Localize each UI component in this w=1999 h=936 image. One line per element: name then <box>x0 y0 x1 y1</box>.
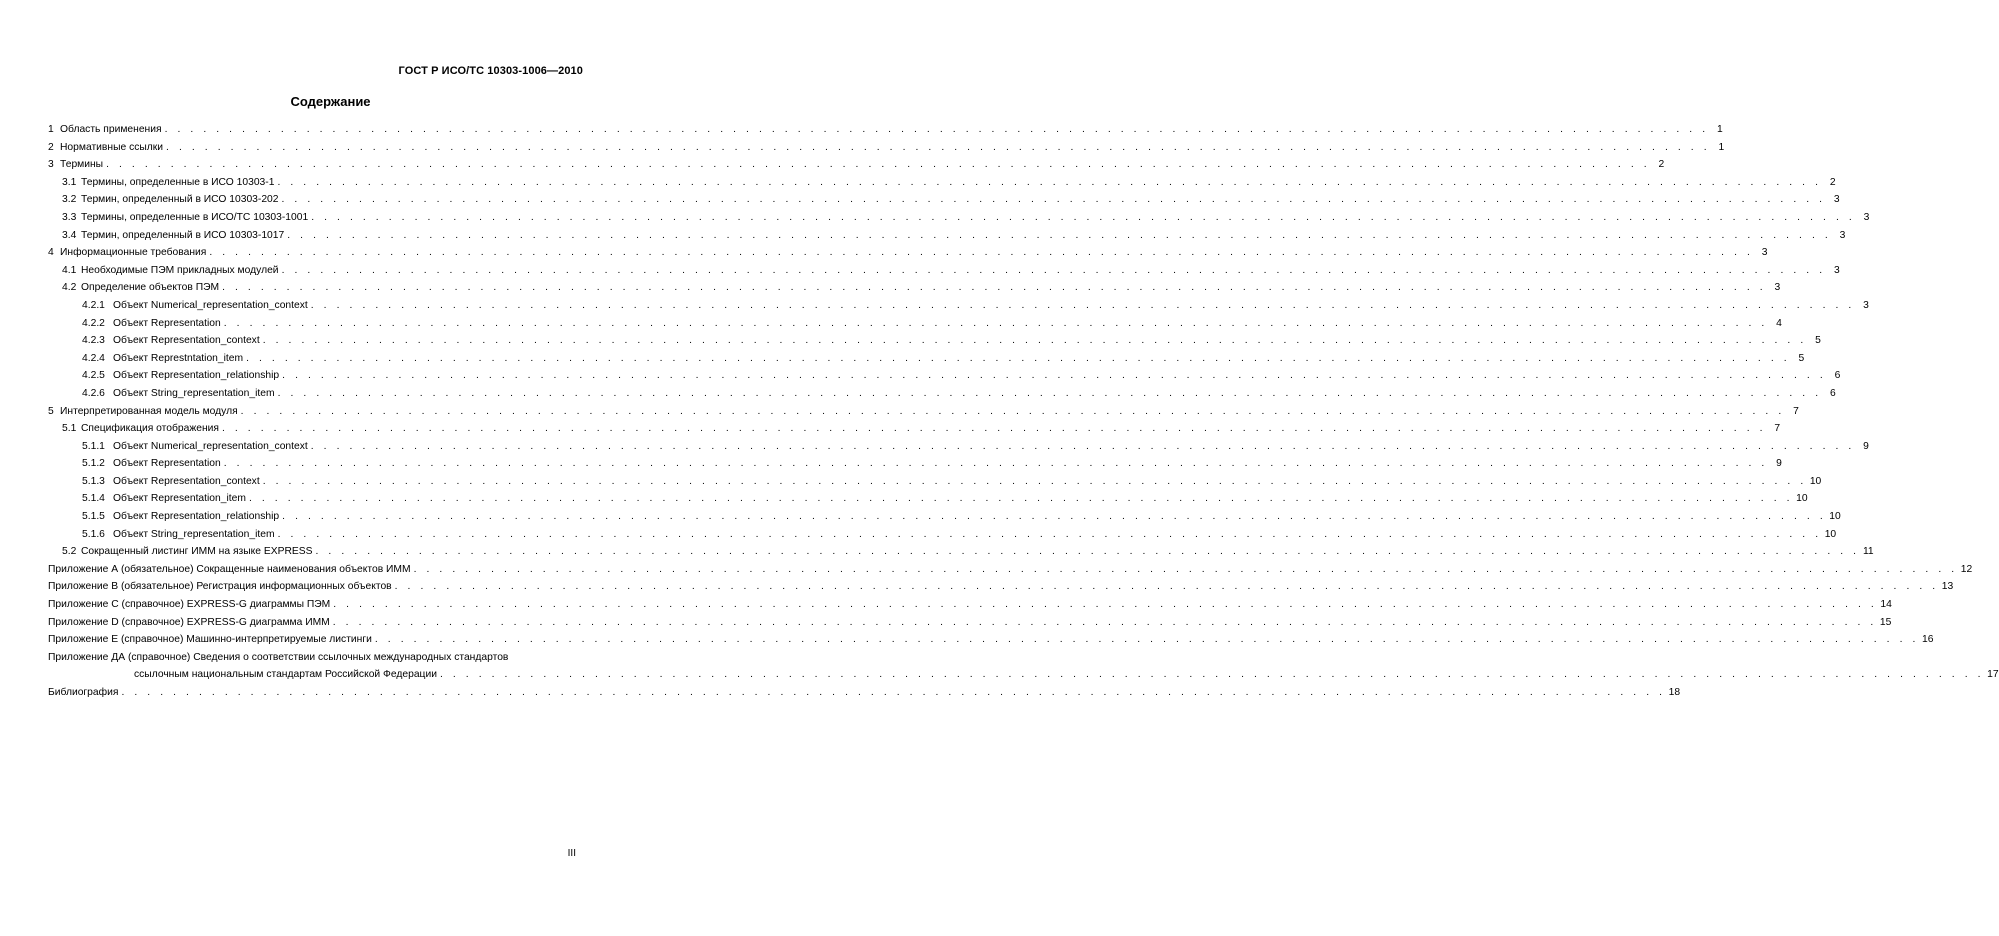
toc-entry[interactable] <box>48 209 1870 227</box>
toc-entry-title: Объект Representation_context <box>113 475 260 487</box>
dot-leader: . . . . . . . . . . . . . . . . . . . . . . . . . . . . . . . . . . . . . . . . . . . . . . . . . . . . . . . . . . . . . . . . . . . . . . . . . . . . . . . . . . . . . . . . . . . . . . . . . . . . . . . . . . . . . . . . . . . . . . . . <box>394 581 1939 593</box>
page-number: III <box>567 848 576 859</box>
toc-entry[interactable] <box>48 631 1934 649</box>
dot-leader: . . . . . . . . . . . . . . . . . . . . . . . . . . . . . . . . . . . . . . . . . . . . . . . . . . . . . . . . . . . . . . . . . . . . . . . . . . . . . . . . . . . . . . . . . . . . . . . . . . . . . . . . . . . . . . . . . . . . . . . . <box>262 335 1807 347</box>
toc-entry-page: 3 <box>1863 211 1870 223</box>
toc-entry-title: Объект Representation_item <box>113 493 246 505</box>
dot-leader: . . . . . . . . . . . . . . . . . . . . . . . . . . . . . . . . . . . . . . . . . . . . . . . . . . . . . . . . . . . . . . . . . . . . . . . . . . . . . . . . . . . . . . . . . . . . . . . . . . . . . . . . . . . . . . . . . . . . . . . . <box>106 159 1651 171</box>
dot-leader: . . . . . . . . . . . . . . . . . . . . . . . . . . . . . . . . . . . . . . . . . . . . . . . . . . . . . . . . . . . . . . . . . . . . . . . . . . . . . . . . . . . . . . . . . . . . . . . . . . . . . . . . . . . . . . . . . . . . . . . . <box>209 247 1754 259</box>
dot-leader: . . . . . . . . . . . . . . . . . . . . . . . . . . . . . . . . . . . . . . . . . . . . . . . . . . . . . . . . . . . . . . . . . . . . . . . . . . . . . . . . . . . . . . . . . . . . . . . . . . . . . . . . . . . . . . . . . . . . . . . . <box>374 634 1919 646</box>
toc-entry-number: 5.1.6 <box>82 528 105 540</box>
toc-entry-page: 16 <box>1922 634 1934 646</box>
toc-entry-number: 3 <box>48 159 54 171</box>
dot-leader: . . . . . . . . . . . . . . . . . . . . . . . . . . . . . . . . . . . . . . . . . . . . . . . . . . . . . . . . . . . . . . . . . . . . . . . . . . . . . . . . . . . . . . . . . . . . . . . . . . . . . . . . . . . . . . . . . . . . . . . . <box>413 563 1958 575</box>
toc-entry-title: Интерпретированная модель модуля <box>60 405 238 417</box>
toc-entry-number: 4.2.3 <box>82 335 105 347</box>
toc-entry-page: 4 <box>1776 317 1782 329</box>
toc-entry[interactable] <box>48 350 1805 368</box>
dot-leader: . . . . . . . . . . . . . . . . . . . . . . . . . . . . . . . . . . . . . . . . . . . . . . . . . . . . . . . . . . . . . . . . . . . . . . . . . . . . . . . . . . . . . . . . . . . . . . . . . . . . . . . . . . . . . . . . . . . . . . . . <box>240 405 1785 417</box>
toc-entry-title: Термины, определенные в ИСО 10303-1 <box>81 176 275 188</box>
dot-leader: . . . . . . . . . . . . . . . . . . . . . . . . . . . . . . . . . . . . . . . . . . . . . . . . . . . . . . . . . . . . . . . . . . . . . . . . . . . . . . . . . . . . . . . . . . . . . . . . . . . . . . . . . . . . . . . . . . . . . . . . <box>282 370 1827 382</box>
toc-entry-page: 3 <box>1774 282 1781 294</box>
dot-leader: . . . . . . . . . . . . . . . . . . . . . . . . . . . . . . . . . . . . . . . . . . . . . . . . . . . . . . . . . . . . . . . . . . . . . . . . . . . . . . . . . . . . . . . . . . . . . . . . . . . . . . . . . . . . . . . . . . . . . . . . <box>277 387 1822 399</box>
toc-entry-page: 2 <box>1658 159 1665 171</box>
toc-entry-page: 10 <box>1809 475 1822 487</box>
standard-code-header: ГОСТ Р ИСО/ТС 10303-1006—2010 <box>398 65 583 77</box>
toc-entry-number: 4.1 <box>62 264 77 276</box>
toc-entry-page: 3 <box>1833 264 1840 276</box>
toc-entry-number: 5.1.2 <box>82 458 105 470</box>
toc-entry-page: 14 <box>1880 599 1892 611</box>
toc-entry-title: ссылочным национальным стандартам Российской Федерации <box>134 669 437 681</box>
dot-leader: . . . . . . . . . . . . . . . . . . . . . . . . . . . . . . . . . . . . . . . . . . . . . . . . . . . . . . . . . . . . . . . . . . . . . . . . . . . . . . . . . . . . . . . . . . . . . . . . . . . . . . . . . . . . . . . . . . . . . . . . <box>221 423 1767 435</box>
toc-entry-title: Термин, определенный в ИСО 10303-1017 <box>81 229 285 241</box>
toc-entry[interactable] <box>48 385 1836 403</box>
toc-entry-page: 13 <box>1941 581 1954 593</box>
dot-leader: . . . . . . . . . . . . . . . . . . . . . . . . . . . . . . . . . . . . . . . . . . . . . . . . . . . . . . . . . . . . . . . . . . . . . . . . . . . . . . . . . . . . . . . . . . . . . . . . . . . . . . . . . . . . . . . . . . . . . . . . <box>248 493 1794 505</box>
toc-entry[interactable] <box>48 191 1840 209</box>
toc-entry-number: 5.1.1 <box>82 440 105 452</box>
toc-entry-number: 2 <box>48 141 54 153</box>
toc-entry-number: 5.1.4 <box>82 493 105 505</box>
toc-entry-page: 3 <box>1761 247 1768 259</box>
toc-entry-number: 4.2.1 <box>82 299 105 311</box>
toc-entry[interactable] <box>48 596 1892 614</box>
toc-entry-number: 3.2 <box>62 194 77 206</box>
toc-entry[interactable] <box>48 279 1781 297</box>
toc-entry[interactable] <box>48 438 1869 456</box>
toc-entry-title: Объект Represtntation_item <box>113 352 244 364</box>
toc-entry-page: 7 <box>1793 405 1799 417</box>
toc-entry-title: Термины, определенные в ИСО/ТС 10303-1001 <box>81 211 309 223</box>
toc-entry[interactable] <box>48 473 1822 491</box>
dot-leader: . . . . . . . . . . . . . . . . . . . . . . . . . . . . . . . . . . . . . . . . . . . . . . . . . . . . . . . . . . . . . . . . . . . . . . . . . . . . . . . . . . . . . . . . . . . . . . . . . . . . . . . . . . . . . . . . . . . . . . . . <box>262 475 1807 487</box>
toc-entry-title: Объект Numerical_representation_context <box>113 440 308 452</box>
toc-entry[interactable] <box>48 578 1954 596</box>
dot-leader: . . . . . . . . . . . . . . . . . . . . . . . . . . . . . . . . . . . . . . . . . . . . . . . . . . . . . . . . . . . . . . . . . . . . . . . . . . . . . . . . . . . . . . . . . . . . . . . . . . . . . . . . . . . . . . . . . . . . . . . . <box>439 669 1985 681</box>
dot-leader: . . . . . . . . . . . . . . . . . . . . . . . . . . . . . . . . . . . . . . . . . . . . . . . . . . . . . . . . . . . . . . . . . . . . . . . . . . . . . . . . . . . . . . . . . . . . . . . . . . . . . . . . . . . . . . . . . . . . . . . . <box>222 282 1767 294</box>
toc-entry-title: Область применения <box>60 124 162 135</box>
toc-entry[interactable] <box>48 614 1892 632</box>
toc-entry-title: Термин, определенный в ИСО 10303-202 <box>81 194 279 206</box>
toc-entry-title: Приложение Е (справочное) Машинно-интерпретируемые листинги <box>48 634 372 646</box>
toc-entry-title: Объект Representation_relationship <box>113 511 280 523</box>
toc-entry[interactable] <box>48 227 1846 245</box>
dot-leader: . . . . . . . . . . . . . . . . . . . . . . . . . . . . . . . . . . . . . . . . . . . . . . . . . . . . . . . . . . . . . . . . . . . . . . . . . . . . . . . . . . . . . . . . . . . . . . . . . . . . . . . . . . . . . . . . . . . . . . . . <box>311 211 1856 223</box>
toc-entry-title: Приложение ДА (справочное) Сведения о соответствии ссылочных международных стандартов <box>48 651 509 663</box>
dot-leader: . . . . . . . . . . . . . . . . . . . . . . . . . . . . . . . . . . . . . . . . . . . . . . . . . . . . . . . . . . . . . . . . . . . . . . . . . . . . . . . . . . . . . . . . . . . . . . . . . . . . . . . . . . . . . . . . . . . . . . . . <box>310 440 1855 452</box>
toc-entry-number: 4.2.5 <box>82 370 105 382</box>
toc-entry-number: 4.2.6 <box>82 387 105 399</box>
toc-entry-page: 17 <box>1987 669 1999 681</box>
dot-leader: . . . . . . . . . . . . . . . . . . . . . . . . . . . . . . . . . . . . . . . . . . . . . . . . . . . . . . . . . . . . . . . . . . . . . . . . . . . . . . . . . . . . . . . . . . . . . . . . . . . . . . . . . . . . . . . . . . . . . . . . <box>281 264 1826 276</box>
toc-entry[interactable] <box>48 174 1836 192</box>
toc-entry-title: Объект Representation_context <box>113 335 260 347</box>
toc-entry-title: Нормативные ссылки <box>60 141 164 153</box>
toc-entry-annex-da[interactable] <box>48 649 1999 684</box>
toc-entry-page: 3 <box>1839 229 1846 241</box>
toc-entry[interactable] <box>48 121 1723 139</box>
toc-entry-title: Приложение С (справочное) EXPRESS-G диаграммы ПЭМ <box>48 599 331 611</box>
toc-entry[interactable] <box>48 526 1837 544</box>
toc-entry-number: 3.3 <box>62 211 77 223</box>
dot-leader: . . . . . . . . . . . . . . . . . . . . . . . . . . . . . . . . . . . . . . . . . . . . . . . . . . . . . . . . . . . . . . . . . . . . . . . . . . . . . . . . . . . . . . . . . . . . . . . . . . . . . . . . . . . . . . . . . . . . . . . . <box>281 194 1826 206</box>
toc-entry-title: Определение объектов ПЭМ <box>81 282 220 294</box>
toc-entry-page: 2 <box>1829 176 1836 188</box>
dot-leader: . . . . . . . . . . . . . . . . . . . . . . . . . . . . . . . . . . . . . . . . . . . . . . . . . . . . . . . . . . . . . . . . . . . . . . . . . . . . . . . . . . . . . . . . . . . . . . . . . . . . . . . . . . . . . . . . . . . . . . . . <box>277 528 1822 540</box>
toc-entry-title: Приложение А (обязательное) Сокращенные наименования объектов ИММ <box>48 563 411 575</box>
toc-entry[interactable] <box>48 543 1874 561</box>
toc-entry-number: 4.2.4 <box>82 352 105 364</box>
toc-entry[interactable] <box>48 332 1821 350</box>
toc-entry-page: 9 <box>1776 458 1782 470</box>
toc-entry-page: 15 <box>1879 616 1892 628</box>
toc-entry-title: Объект String_representation_item <box>113 528 275 540</box>
dot-leader: . . . . . . . . . . . . . . . . . . . . . . . . . . . . . . . . . . . . . . . . . . . . . . . . . . . . . . . . . . . . . . . . . . . . . . . . . . . . . . . . . . . . . . . . . . . . . . . . . . . . . . . . . . . . . . . . . . . . . . . . <box>164 124 1709 135</box>
toc-entry[interactable] <box>48 561 1973 579</box>
toc-entry[interactable] <box>48 508 1841 526</box>
toc-entry-title: Объект Representation <box>113 458 221 470</box>
toc-entry[interactable] <box>48 244 1768 262</box>
toc-entry-title: Объект String_representation_item <box>113 387 275 399</box>
toc-entry-number: 4 <box>48 247 54 259</box>
toc-entry-page: 18 <box>1668 687 1681 698</box>
toc-entry-page: 7 <box>1774 423 1781 435</box>
toc-entry[interactable] <box>48 455 1782 473</box>
toc-entry-number: 1 <box>48 124 54 135</box>
toc-entry-page: 5 <box>1798 352 1805 364</box>
toc-entry-page: 5 <box>1815 335 1821 347</box>
toc-entry-title: Объект Representation_relationship <box>113 370 280 382</box>
toc-title: Содержание <box>290 94 371 109</box>
toc-entry-number: 4.2.2 <box>82 317 105 329</box>
toc-entry-title: Приложение D (справочное) EXPRESS-G диаграмма ИММ <box>48 616 330 628</box>
toc-entry-page: 10 <box>1829 511 1841 523</box>
toc-entry-title: Сокращенный листинг ИММ на языке EXPRESS <box>81 546 313 558</box>
toc-entry[interactable] <box>48 297 1869 315</box>
toc-entry-page: 9 <box>1863 440 1869 452</box>
toc-entry-title-continuation <box>48 666 1999 684</box>
toc-entry-page: 1 <box>1716 124 1723 135</box>
toc-entry[interactable] <box>48 262 1840 280</box>
dot-leader: . . . . . . . . . . . . . . . . . . . . . . . . . . . . . . . . . . . . . . . . . . . . . . . . . . . . . . . . . . . . . . . . . . . . . . . . . . . . . . . . . . . . . . . . . . . . . . . . . . . . . . . . . . . . . . . . . . . . . . . . <box>223 458 1768 470</box>
toc-entry-title: Приложение В (обязательное) Регистрация информационных объектов <box>48 581 392 593</box>
toc-entry-page: 3 <box>1863 299 1869 311</box>
toc-entry-number: 5 <box>48 405 54 417</box>
dot-leader: . . . . . . . . . . . . . . . . . . . . . . . . . . . . . . . . . . . . . . . . . . . . . . . . . . . . . . . . . . . . . . . . . . . . . . . . . . . . . . . . . . . . . . . . . . . . . . . . . . . . . . . . . . . . . . . . . . . . . . . . <box>121 687 1666 698</box>
dot-leader: . . . . . . . . . . . . . . . . . . . . . . . . . . . . . . . . . . . . . . . . . . . . . . . . . . . . . . . . . . . . . . . . . . . . . . . . . . . . . . . . . . . . . . . . . . . . . . . . . . . . . . . . . . . . . . . . . . . . . . . . <box>315 546 1860 558</box>
toc-entry-page: 3 <box>1833 194 1840 206</box>
toc-entry-number: 5.2 <box>62 546 77 558</box>
toc-entry[interactable] <box>48 315 1782 333</box>
toc-entry-title: Информационные требования <box>60 247 207 259</box>
dot-leader: . . . . . . . . . . . . . . . . . . . . . . . . . . . . . . . . . . . . . . . . . . . . . . . . . . . . . . . . . . . . . . . . . . . . . . . . . . . . . . . . . . . . . . . . . . . . . . . . . . . . . . . . . . . . . . . . . . . . . . . . <box>277 176 1822 188</box>
toc-entry-title: Спецификация отображения <box>81 423 219 435</box>
dot-leader: . . . . . . . . . . . . . . . . . . . . . . . . . . . . . . . . . . . . . . . . . . . . . . . . . . . . . . . . . . . . . . . . . . . . . . . . . . . . . . . . . . . . . . . . . . . . . . . . . . . . . . . . . . . . . . . . . . . . . . . . <box>287 229 1832 241</box>
toc-entry[interactable] <box>48 403 1799 421</box>
toc-entry-number: 5.1.3 <box>82 475 105 487</box>
toc-entry-page: 12 <box>1960 563 1973 575</box>
toc-entry-page: 6 <box>1834 370 1841 382</box>
toc-entry-number: 5.1 <box>62 423 77 435</box>
toc-entry-number: 3.1 <box>62 176 77 188</box>
toc-entry-number: 4.2 <box>62 282 77 294</box>
toc-entry[interactable] <box>48 367 1841 385</box>
toc-entry[interactable] <box>48 139 1725 157</box>
dot-leader: . . . . . . . . . . . . . . . . . . . . . . . . . . . . . . . . . . . . . . . . . . . . . . . . . . . . . . . . . . . . . . . . . . . . . . . . . . . . . . . . . . . . . . . . . . . . . . . . . . . . . . . . . . . . . . . . . . . . . . . . <box>333 599 1878 611</box>
toc-entry-page: 1 <box>1718 141 1725 153</box>
toc-entry-bibliography[interactable] <box>48 684 1681 702</box>
toc-entry-page: 6 <box>1829 387 1836 399</box>
toc-entry[interactable] <box>48 490 1808 508</box>
toc-entry-page: 10 <box>1796 493 1808 505</box>
toc-entry[interactable] <box>48 420 1781 438</box>
toc-entry-title: Необходимые ПЭМ прикладных модулей <box>81 264 279 276</box>
toc-entry-number: 3.4 <box>62 229 77 241</box>
table-of-contents <box>48 121 1999 702</box>
dot-leader: . . . . . . . . . . . . . . . . . . . . . . . . . . . . . . . . . . . . . . . . . . . . . . . . . . . . . . . . . . . . . . . . . . . . . . . . . . . . . . . . . . . . . . . . . . . . . . . . . . . . . . . . . . . . . . . . . . . . . . . . <box>223 317 1768 329</box>
toc-entry-title: Библиография <box>48 687 119 698</box>
toc-entry-title: Термины <box>60 159 104 171</box>
dot-leader: . . . . . . . . . . . . . . . . . . . . . . . . . . . . . . . . . . . . . . . . . . . . . . . . . . . . . . . . . . . . . . . . . . . . . . . . . . . . . . . . . . . . . . . . . . . . . . . . . . . . . . . . . . . . . . . . . . . . . . . . <box>246 352 1791 364</box>
toc-entry[interactable] <box>48 156 1665 174</box>
toc-entry-title: Объект Numerical_representation_context <box>113 299 308 311</box>
toc-entry-number: 5.1.5 <box>82 511 105 523</box>
dot-leader: . . . . . . . . . . . . . . . . . . . . . . . . . . . . . . . . . . . . . . . . . . . . . . . . . . . . . . . . . . . . . . . . . . . . . . . . . . . . . . . . . . . . . . . . . . . . . . . . . . . . . . . . . . . . . . . . . . . . . . . . <box>332 616 1877 628</box>
dot-leader: . . . . . . . . . . . . . . . . . . . . . . . . . . . . . . . . . . . . . . . . . . . . . . . . . . . . . . . . . . . . . . . . . . . . . . . . . . . . . . . . . . . . . . . . . . . . . . . . . . . . . . . . . . . . . . . . . . . . . . . . <box>310 299 1855 311</box>
dot-leader: . . . . . . . . . . . . . . . . . . . . . . . . . . . . . . . . . . . . . . . . . . . . . . . . . . . . . . . . . . . . . . . . . . . . . . . . . . . . . . . . . . . . . . . . . . . . . . . . . . . . . . . . . . . . . . . . . . . . . . . . <box>282 511 1827 523</box>
toc-entry-title: Объект Representation <box>113 317 221 329</box>
toc-entry-page: 11 <box>1862 546 1874 558</box>
toc-entry-page: 10 <box>1824 528 1837 540</box>
dot-leader: . . . . . . . . . . . . . . . . . . . . . . . . . . . . . . . . . . . . . . . . . . . . . . . . . . . . . . . . . . . . . . . . . . . . . . . . . . . . . . . . . . . . . . . . . . . . . . . . . . . . . . . . . . . . . . . . . . . . . . . . <box>166 141 1711 153</box>
